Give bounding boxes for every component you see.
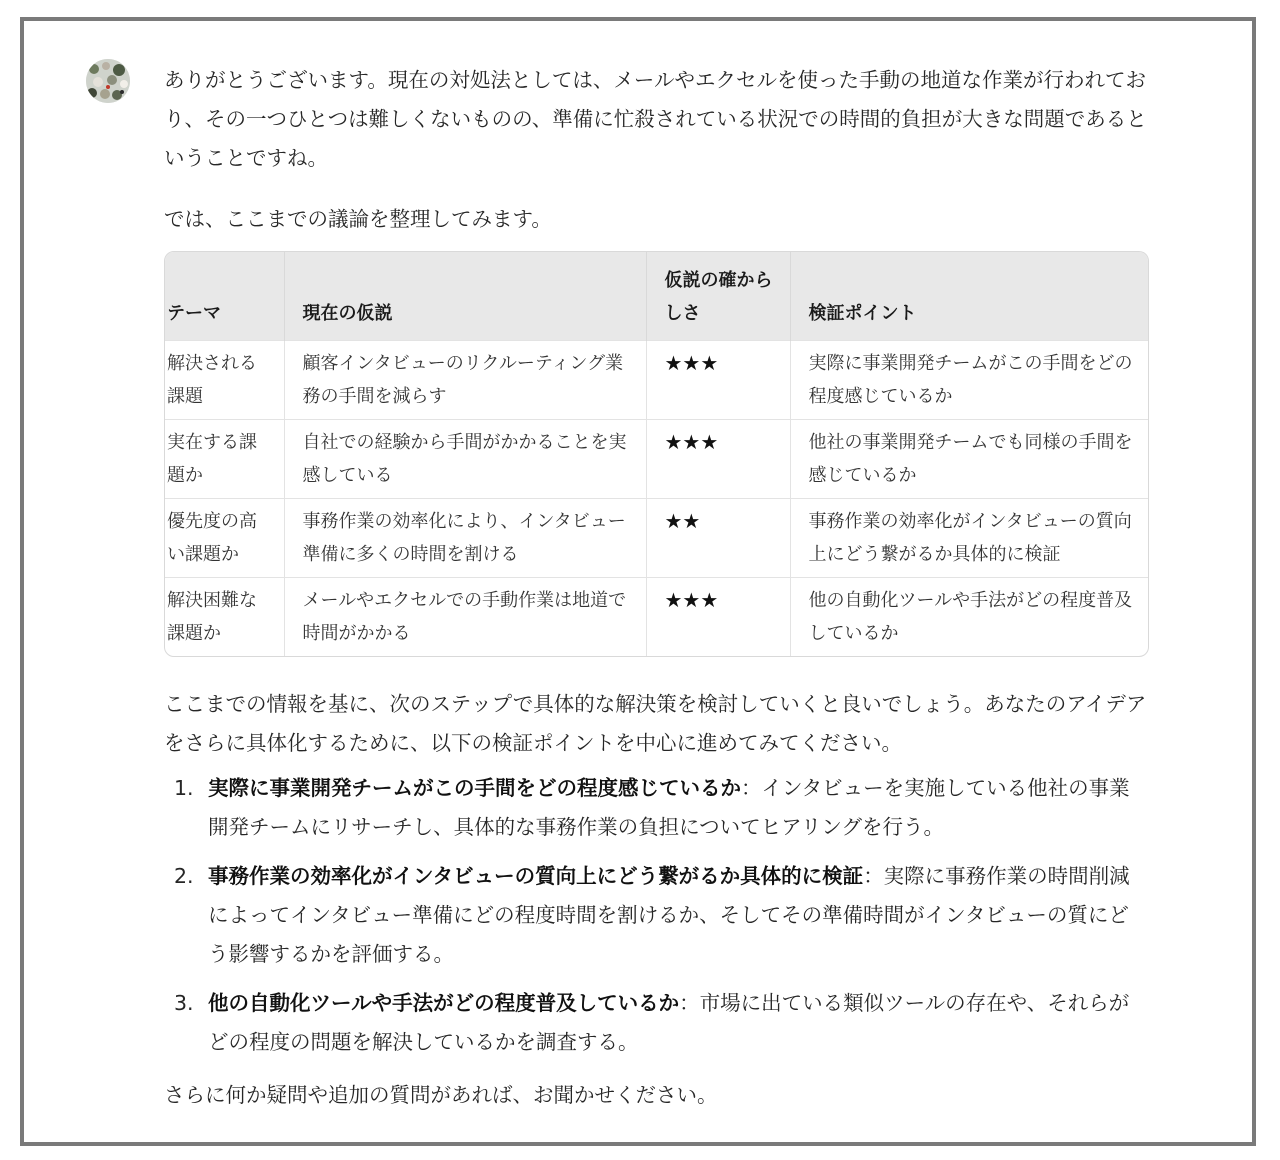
table-row <box>165 420 1148 499</box>
list-number: 1. <box>174 776 194 800</box>
header-check-point: 検証ポイント <box>790 252 1148 341</box>
step-body: ：実際に事務作業の時間削減によってインタビュー準備にどの程度時間を割けるか、そしてその準備時間がインタビューの質にどう影響するかを評価する。 <box>208 864 1130 966</box>
header-confidence: 仮説の確からしさ <box>646 252 790 341</box>
list-number: 3. <box>174 991 194 1015</box>
list-item <box>174 857 1149 974</box>
cell-confidence-stars: ★★★ <box>646 420 790 499</box>
table-row <box>165 578 1148 657</box>
cell-hypothesis: 顧客インタビューのリクルーティング業務の手間を減らす <box>284 341 646 420</box>
cell-theme: 優先度の高い課題か <box>165 499 284 578</box>
summary-lead: では、ここまでの議論を整理してみます。 <box>164 207 552 231</box>
step-body: ：インタビューを実施している他社の事業開発チームにリサーチし、具体的な事務作業の負担についてヒアリングを行う。 <box>208 776 1130 839</box>
cell-confidence-stars: ★★ <box>646 499 790 578</box>
cell-theme: 解決される課題 <box>165 341 284 420</box>
cell-theme: 解決困難な課題か <box>165 578 284 657</box>
header-hypothesis: 現在の仮説 <box>284 252 646 341</box>
closing-paragraph: さらに何か疑問や追加の質問があれば、お聞かせください。 <box>164 1083 718 1107</box>
cell-check-point: 実際に事業開発チームがこの手間をどの程度感じているか <box>790 341 1148 420</box>
cell-check-point: 事務作業の効率化がインタビューの質向上にどう繋がるか具体的に検証 <box>790 499 1148 578</box>
assistant-avatar <box>86 59 130 103</box>
cell-check-point: 他社の事業開発チームでも同様の手間を感じているか <box>790 420 1148 499</box>
cell-hypothesis: 自社での経験から手間がかかることを実感している <box>284 420 646 499</box>
hypothesis-table <box>164 251 1149 657</box>
step-title: 事務作業の効率化がインタビューの質向上にどう繋がるか具体的に検証 <box>208 864 864 888</box>
table-row <box>165 499 1148 578</box>
next-steps-lead: ここまでの情報を基に、次のステップで具体的な解決策を検討していくと良いでしょう。あなたのアイデアをさらに具体化するために、以下の検証ポイントを中心に進めてみてください。 <box>164 692 1147 755</box>
intro-paragraph: ありがとうございます。現在の対処法としては、メールやエクセルを使った手動の地道な作業が行われており、その一つひとつは難しくないものの、準備に忙殺されている状況での時間的負担が大きな問題であるということですね。 <box>164 68 1147 170</box>
step-title: 実際に事業開発チームがこの手間をどの程度感じているか <box>208 776 741 800</box>
chat-frame <box>20 17 1256 1146</box>
avatar-image <box>86 59 130 103</box>
cell-confidence-stars: ★★★ <box>646 341 790 420</box>
assistant-message <box>164 61 1149 1115</box>
table-row <box>165 341 1148 420</box>
cell-confidence-stars: ★★★ <box>646 578 790 657</box>
table-header-row <box>165 252 1148 341</box>
list-number: 2. <box>174 864 194 888</box>
verification-steps-list <box>164 769 1149 1062</box>
header-theme: テーマ <box>165 252 284 341</box>
cell-theme: 実在する課題か <box>165 420 284 499</box>
step-body: ：市場に出ている類似ツールの存在や、それらがどの程度の問題を解決しているかを調査する。 <box>208 991 1130 1054</box>
cell-hypothesis: 事務作業の効率化により、インタビュー準備に多くの時間を割ける <box>284 499 646 578</box>
cell-check-point: 他の自動化ツールや手法がどの程度普及しているか <box>790 578 1148 657</box>
list-item <box>174 769 1149 847</box>
cell-hypothesis: メールやエクセルでの手動作業は地道で時間がかかる <box>284 578 646 657</box>
list-item <box>174 984 1149 1062</box>
step-title: 他の自動化ツールや手法がどの程度普及しているか <box>208 991 680 1015</box>
